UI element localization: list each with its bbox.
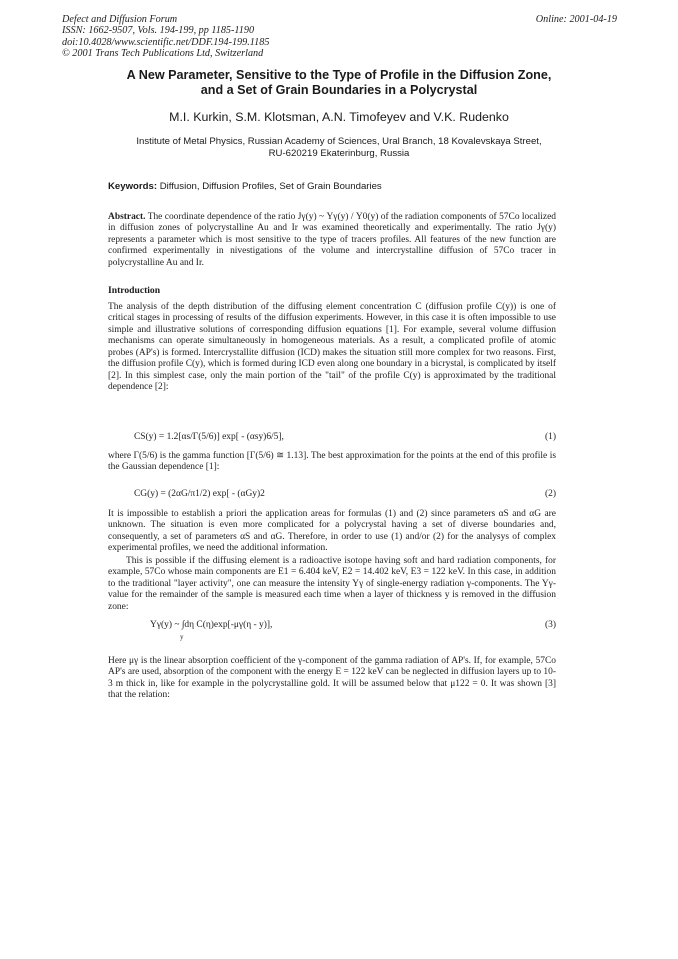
copyright-line: © 2001 Trans Tech Publications Ltd, Switzerland [62,47,264,59]
paragraph-final [108,656,556,702]
equation-1-number: (1) [544,432,556,442]
isotope-text: This is possible if the diffusing element is a radioactive isotope having soft and hard radiation components, for example, 57Co whose main components are E1 = 6.404 keV, E2 = 14.402 keV, E3 = 122 keV. In this case, in addition to the traditional "layer activity", one can measure the intensity Yγ of single-energy radiation γ-components. The Yγ-value for the remainder of the sample is measured each time when a layer of thickness y is removed in the diffusion zone: [108,556,556,612]
after-eq2-text: It is impossible to establish a priori the application areas for formulas (1) and (2) since parameters αS and αG are unknown. The situation is even more complicated for a polycrystal having a set of diverse boundaries and, consequently, a set of parameters αS and αG. Therefore, in order to use (1) and/or (2) for the analysys of complex experimental profiles, we need the additional information. [108,509,556,554]
affiliation-line-1: Institute of Metal Physics, Russian Academy of Sciences, Ural Branch, 18 Kovalevskaya Street, [136,136,542,147]
affiliation-line-2: RU-620219 Ekaterinburg, Russia [268,148,410,159]
journal-header [62,14,269,59]
equation-3 [150,620,556,641]
keywords-label: Keywords: [108,181,158,192]
abstract-label: Abstract. [108,212,146,222]
affiliation [75,136,603,160]
equation-2-number: (2) [544,489,556,499]
intro-p1-text: The analysis of the depth distribution of the diffusing element concentration C (diffusion profile C(y)) is one of critical stages in processing of results of the diffusion experiments. However, in this case it is often impossible to use simple and illustrative solutions of corresponding diffusion equations [1]. For example, several volume diffusion mechanisms can operate simultaneously in homogeneous materials. As a result, a complicated profile of atomic probes (AP's) is formed. Intercrystallite diffusion (ICD) makes the situation still more complex for two reasons. First, the diffusion profile C(y), which is formed during ICD even along one boundary in a bicrystal, is complicated by itself [2]. In this simplest case, only the main portion of the "tail" of the profile C(y) is approximated by the traditional dependence [2]: [108,302,556,393]
intro-heading: Introduction [108,285,161,296]
paper-title [60,68,618,98]
final-text: Here μγ is the linear absorption coefficient of the γ-component of the gamma radiation of AP's. If, for example, 57Co AP's are used, absorption of the component with the energy E = 122 keV can be neglected in diffusion layers up to 10-3 m thick in, like for example in the polycrystalline gold. It will be assumed below that μ122 = 0. It was shown [3] that the relation: [108,656,556,701]
intro-paragraph-1 [108,302,556,394]
after-eq1-text: where Γ(5/6) is the gamma function [Γ(5/6) ≅ 1.13]. The best approximation for the points at the end of this profile is the Gaussian dependence [1]: [108,451,556,473]
paragraph-isotope [108,556,556,613]
equation-1 [134,432,556,442]
paragraph-after-eq2 [108,509,556,555]
equation-2 [134,489,556,499]
paragraph-after-eq1 [108,451,556,474]
equation-1-body: CS(y) = 1.2[αs/Γ(5/6)] exp[ - (αsy)6/5], [134,432,284,442]
authors: M.I. Kurkin, S.M. Klotsman, A.N. Timofeyev and V.K. Rudenko [169,110,509,124]
title-line-1: A New Parameter, Sensitive to the Type of Profile in the Diffusion Zone, [126,68,552,82]
keywords-text: Diffusion, Diffusion Profiles, Set of Grain Boundaries [159,181,382,192]
abstract-text: The coordinate dependence of the ratio Jγ(y) ~ Yγ(y) / Y0(y) of the radiation components of 57Co localized in diffusion zones of polycrystalline Au and Ir was examined theoretically and experimentally. The ratio Jγ(y) represents a parameter which is most sensitive to the type of tracers profiles. All features of the new function are confirmed experimentally in nivestigations of the volume and intercrystalline diffusion of 57Co tracer in polycrystalline Au and Ir. [108,212,556,268]
equation-3-lower-limit: y [180,633,184,641]
keywords [108,181,382,192]
online-date: Online: 2001-04-19 [535,14,617,25]
equation-3-number: (3) [544,620,556,630]
abstract [108,212,556,269]
doi-line: doi:10.4028/www.scientific.net/DDF.194-199.1185 [62,36,270,48]
journal-name: Defect and Diffusion Forum [62,14,178,25]
title-line-2: and a Set of Grain Boundaries in a Polycrystal [200,83,478,97]
equation-2-body: CG(y) = (2αG/π1/2) exp[ - (αGy)2 [134,489,265,499]
equation-3-body: Yγ(y) ~ ∫dη C(η)exp[-μγ(η - y)], [150,620,273,630]
issn-line: ISSN: 1662-9507, Vols. 194-199, pp 1185-1190 [62,25,255,37]
